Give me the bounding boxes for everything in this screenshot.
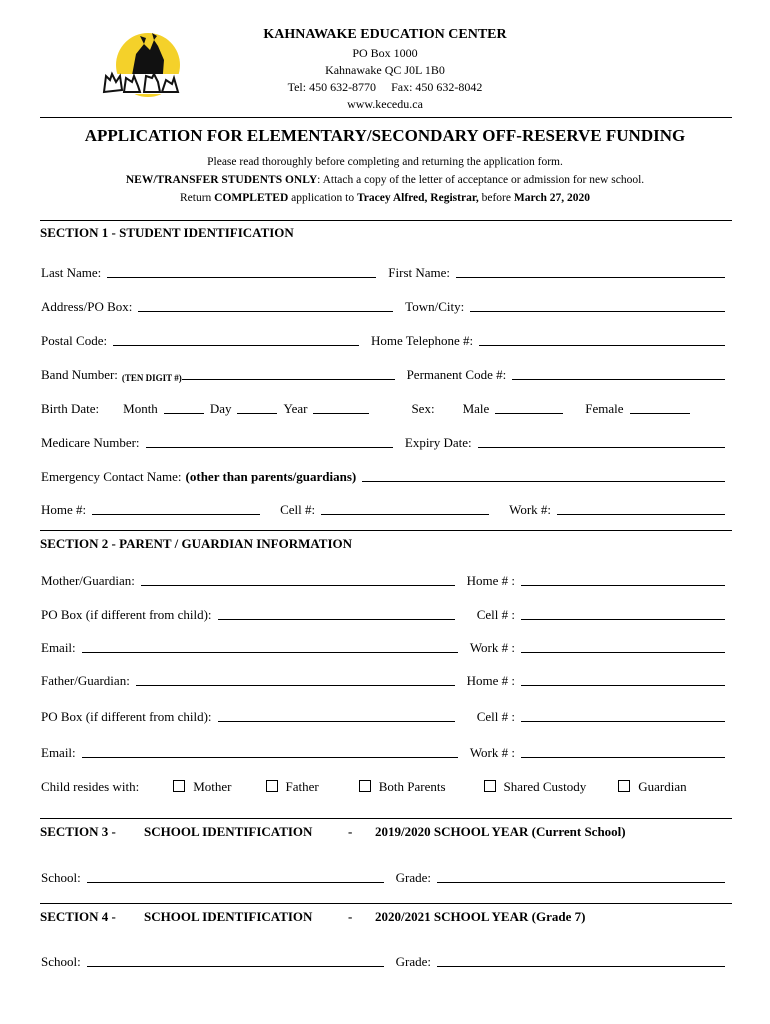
address-label: Address/PO Box: [41, 299, 133, 314]
org-tel: Tel: 450 632-8770 [287, 80, 377, 94]
mother-pobox-field[interactable] [218, 619, 455, 620]
row-father-email [41, 745, 731, 761]
emergency-home-label: Home #: [41, 502, 87, 517]
emergency-note: (other than parents/guardians) [185, 469, 357, 484]
option-mother-label: Mother [193, 779, 232, 794]
org-phone-line [180, 79, 590, 96]
both-checkbox[interactable] [359, 780, 371, 792]
section3-dash: - [348, 824, 353, 839]
mother-work-label: Work # : [469, 640, 515, 655]
row-medicare [41, 435, 731, 451]
mother-pobox-label: PO Box (if different from child): [41, 607, 212, 622]
postal-field[interactable] [113, 345, 359, 346]
row-school4 [41, 954, 731, 970]
school3-label: School: [41, 870, 81, 885]
month-label: Month [123, 401, 158, 416]
mother-checkbox[interactable] [173, 780, 185, 792]
row-name [41, 265, 731, 281]
resides-label: Child resides with: [41, 779, 140, 794]
birth-date-label: Birth Date: [41, 401, 100, 416]
postal-label: Postal Code: [41, 333, 108, 348]
father-home-label: Home # : [466, 673, 515, 688]
header-divider [40, 117, 732, 118]
father-home-field[interactable] [521, 685, 725, 686]
emergency-label: Emergency Contact Name: [41, 469, 182, 484]
option-shared-label: Shared Custody [503, 779, 587, 794]
last-name-label: Last Name: [41, 265, 102, 280]
emergency-field[interactable] [362, 481, 725, 482]
father-pobox-label: PO Box (if different from child): [41, 709, 212, 724]
mother-field[interactable] [141, 585, 455, 586]
home-telephone-label: Home Telephone #: [371, 333, 474, 348]
emergency-cell-label: Cell #: [280, 502, 316, 517]
instr-deadline: March 27, 2020 [513, 192, 591, 204]
emergency-work-field[interactable] [557, 514, 725, 515]
instr-completed: COMPLETED [214, 192, 289, 204]
guardian-checkbox[interactable] [618, 780, 630, 792]
row-emergency [41, 469, 731, 485]
permanent-code-field[interactable] [512, 379, 725, 380]
org-website: www.kecedu.ca [347, 97, 423, 111]
expiry-label: Expiry Date: [404, 435, 472, 450]
option-father-label: Father [285, 779, 319, 794]
row-emergency-phones [41, 502, 731, 518]
option-guardian[interactable] [618, 779, 686, 795]
section4-dash: - [348, 909, 353, 924]
father-checkbox[interactable] [266, 780, 278, 792]
male-label: Male [462, 401, 490, 416]
first-name-label: First Name: [388, 265, 451, 280]
mother-cell-field[interactable] [521, 619, 725, 620]
option-mother[interactable] [173, 779, 231, 795]
father-label: Father/Guardian: [41, 673, 130, 688]
home-telephone-field[interactable] [479, 345, 725, 346]
section4-name: SCHOOL IDENTIFICATION [144, 909, 313, 924]
expiry-field[interactable] [478, 447, 725, 448]
grade3-label: Grade: [395, 870, 431, 885]
kec-logo [100, 30, 184, 102]
school3-field[interactable] [87, 882, 384, 883]
band-number-field[interactable] [182, 379, 395, 380]
medicare-label: Medicare Number: [41, 435, 140, 450]
father-email-field[interactable] [82, 757, 458, 758]
option-guardian-label: Guardian [638, 779, 687, 794]
org-name: KAHNAWAKE EDUCATION CENTER [263, 27, 507, 42]
grade4-label: Grade: [395, 954, 431, 969]
instr-before: before [478, 192, 514, 204]
row-father-pobox [41, 709, 731, 725]
instruction-new-students: NEW/TRANSFER STUDENTS ONLY [125, 174, 318, 186]
male-field[interactable] [495, 413, 563, 414]
instr-application-to: application to [288, 192, 357, 204]
section3-name: SCHOOL IDENTIFICATION [144, 824, 313, 839]
mother-email-label: Email: [41, 640, 76, 655]
female-label: Female [585, 401, 624, 416]
female-field[interactable] [630, 413, 690, 414]
father-email-label: Email: [41, 745, 76, 760]
sex-label: Sex: [411, 401, 435, 416]
month-field[interactable] [164, 413, 204, 414]
mother-label: Mother/Guardian: [41, 573, 135, 588]
section2-divider [40, 530, 732, 531]
mother-email-field[interactable] [82, 652, 458, 653]
father-cell-field[interactable] [521, 721, 725, 722]
father-work-label: Work # : [469, 745, 515, 760]
permanent-code-label: Permanent Code #: [406, 367, 507, 382]
section1-heading: SECTION 1 - STUDENT IDENTIFICATION [40, 225, 294, 240]
mother-work-field[interactable] [521, 652, 725, 653]
first-name-field[interactable] [456, 277, 725, 278]
option-both[interactable] [359, 779, 446, 795]
father-field[interactable] [136, 685, 455, 686]
option-father[interactable] [266, 779, 319, 795]
section4-divider [40, 903, 732, 904]
mother-home-label: Home # : [466, 573, 515, 588]
section3-year: 2019/2020 SCHOOL YEAR (Current School) [375, 824, 626, 839]
school4-field[interactable] [87, 966, 384, 967]
row-mother-email [41, 640, 731, 656]
instruction-line-3 [0, 192, 770, 204]
grade4-field[interactable] [437, 966, 725, 967]
band-number-note: (TEN DIGIT #) [121, 373, 182, 383]
band-number-label: Band Number: [41, 367, 118, 382]
school4-label: School: [41, 954, 81, 969]
father-pobox-field[interactable] [218, 721, 455, 722]
section1-divider [40, 220, 732, 221]
shared-checkbox[interactable] [484, 780, 496, 792]
row-mother-pobox [41, 607, 731, 623]
year-label: Year [283, 401, 308, 416]
instruction-attach: : Attach a copy of the letter of acceptance or admission for new school. [317, 174, 645, 186]
org-city: Kahnawake QC J0L 1B0 [325, 63, 445, 77]
grade3-field[interactable] [437, 882, 725, 883]
row-band [41, 367, 731, 383]
row-resides [41, 779, 731, 795]
row-address [41, 299, 731, 315]
emergency-home-field[interactable] [92, 514, 260, 515]
emergency-work-label: Work #: [509, 502, 552, 517]
option-shared[interactable] [484, 779, 587, 795]
row-birth-sex [41, 401, 731, 417]
org-fax: Fax: 450 632-8042 [391, 80, 483, 94]
father-work-field[interactable] [521, 757, 725, 758]
year-field[interactable] [313, 413, 369, 414]
emergency-cell-field[interactable] [321, 514, 489, 515]
instr-return: Return [179, 192, 215, 204]
town-label: Town/City: [405, 299, 465, 314]
section3-label: SECTION 3 - [40, 824, 116, 839]
section2-heading: SECTION 2 - PARENT / GUARDIAN INFORMATION [40, 536, 353, 551]
org-po-box: PO Box 1000 [352, 46, 418, 60]
section4-year: 2020/2021 SCHOOL YEAR (Grade 7) [375, 909, 586, 924]
medicare-field[interactable] [146, 447, 393, 448]
instruction-line-2 [0, 174, 770, 186]
mother-cell-label: Cell # : [476, 607, 515, 622]
form-title: APPLICATION FOR ELEMENTARY/SECONDARY OFF-RESERVE FUNDING [84, 126, 686, 145]
address-field[interactable] [138, 311, 393, 312]
instr-registrar: Tracey Alfred, Registrar, [356, 192, 479, 204]
row-father [41, 673, 731, 689]
town-field[interactable] [470, 311, 725, 312]
section3-divider [40, 818, 732, 819]
father-cell-label: Cell # : [476, 709, 515, 724]
row-postal [41, 333, 731, 349]
row-school3 [41, 870, 731, 886]
day-label: Day [209, 401, 232, 416]
instruction-line-1: Please read thoroughly before completing and returning the application form. [207, 156, 563, 168]
last-name-field[interactable] [107, 277, 376, 278]
day-field[interactable] [237, 413, 277, 414]
mother-home-field[interactable] [521, 585, 725, 586]
section4-label: SECTION 4 - [40, 909, 116, 924]
row-mother [41, 573, 731, 589]
option-both-label: Both Parents [378, 779, 446, 794]
